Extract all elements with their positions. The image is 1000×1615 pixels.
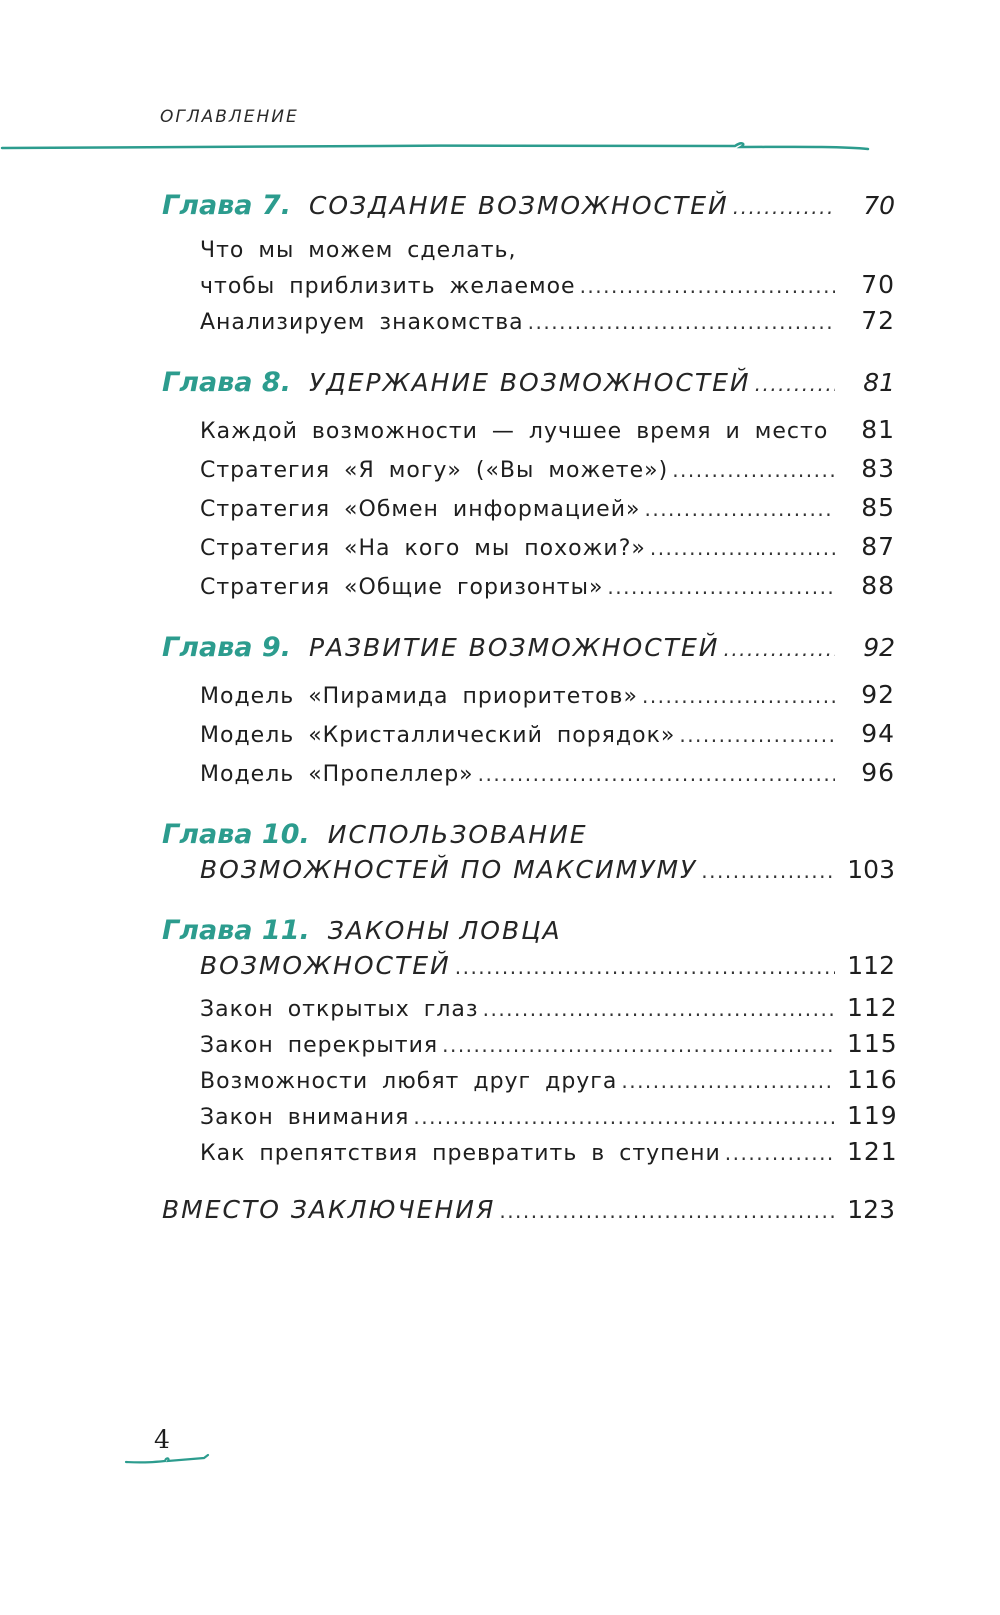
leader-dots (413, 1105, 835, 1129)
leader-dots (528, 310, 835, 334)
chapter-9 (162, 632, 895, 797)
toc-item-text: Стратегия «Общие горизонты» (200, 575, 604, 600)
leader-dots (499, 1199, 835, 1223)
toc-item-text: Стратегия «Обмен информацией» (200, 497, 641, 522)
chapter-title-line2: ВОЗМОЖНОСТЕЙ ПО МАКСИМУМУ (200, 855, 698, 884)
leader-dots (644, 497, 835, 521)
leader-dots (442, 1033, 835, 1057)
leader-dots (621, 1069, 835, 1093)
page-number: 88 (861, 571, 895, 600)
footer-rule (120, 1450, 220, 1470)
chapter-8 (162, 367, 895, 610)
chapter-title: СОЗДАНИЕ ВОЗМОЖНОСТЕЙ (308, 191, 729, 220)
toc-item[interactable] (200, 454, 895, 493)
chapter-10 (162, 819, 895, 893)
chapter-label: Глава 10. (162, 819, 310, 850)
page-number: 70 (861, 270, 895, 299)
chapter-title-line1: ЗАКОНЫ ЛОВЦА (327, 916, 562, 945)
toc-item-text: Каждой возможности — лучшее время и место (200, 419, 829, 444)
toc-item[interactable] (200, 993, 898, 1029)
page-number: 121 (847, 1137, 898, 1166)
chapter-heading[interactable] (162, 915, 895, 951)
toc-item-text: Закон внимания (200, 1105, 410, 1130)
chapter-heading-line2[interactable] (200, 855, 895, 893)
page-number: 94 (861, 719, 895, 748)
toc-item-line: Что мы можем сделать, (200, 238, 517, 263)
toc-item-text: Модель «Пропеллер» (200, 762, 474, 787)
page-number: 123 (847, 1195, 895, 1224)
page-number: 81 (861, 415, 895, 444)
toc-item-text: Закон перекрытия (200, 1033, 439, 1058)
toc-item-text: Стратегия «Я могу» («Вы можете») (200, 458, 669, 483)
toc-item[interactable] (200, 493, 895, 532)
leader-dots (478, 762, 835, 786)
page-number: 81 (863, 368, 895, 397)
chapter-heading[interactable] (162, 632, 895, 672)
chapter-title: УДЕРЖАНИЕ ВОЗМОЖНОСТЕЙ (308, 368, 751, 397)
toc-item-text: чтобы приблизить желаемое (200, 274, 576, 299)
toc-item[interactable] (200, 270, 895, 306)
toc-item[interactable] (200, 532, 895, 571)
leader-dots (679, 723, 835, 747)
header-rule (0, 138, 900, 162)
chapter-label: Глава 8. (162, 367, 291, 398)
page-number: 83 (861, 454, 895, 483)
toc-item[interactable] (200, 1137, 898, 1173)
toc-item-text: Анализируем знакомства (200, 310, 524, 335)
leader-dots (725, 1141, 835, 1165)
chapter-label: Глава 9. (162, 632, 291, 663)
page-number: 112 (847, 993, 898, 1022)
toc-item[interactable] (200, 680, 895, 719)
leader-dots (672, 458, 835, 482)
chapter-title-line1: ИСПОЛЬЗОВАНИЕ (327, 820, 588, 849)
page-number: 96 (861, 758, 895, 787)
leader-dots (650, 536, 835, 560)
closing-title: ВМЕСТО ЗАКЛЮЧЕНИЯ (162, 1195, 496, 1224)
chapter-label: Глава 11. (162, 915, 310, 946)
chapter-title: РАЗВИТИЕ ВОЗМОЖНОСТЕЙ (308, 633, 720, 662)
page-number: 85 (861, 493, 895, 522)
toc-item-text: Как препятствия превратить в ступени (200, 1141, 721, 1166)
page-number: 92 (863, 633, 895, 662)
chapter-title-line2: ВОЗМОЖНОСТЕЙ (200, 951, 451, 980)
toc-item[interactable] (200, 1029, 898, 1065)
page-number: 119 (847, 1101, 898, 1130)
toc-item[interactable] (200, 1101, 898, 1137)
leader-dots (755, 372, 835, 396)
chapter-heading[interactable] (162, 819, 895, 855)
leader-dots (733, 195, 835, 219)
chapter-label: Глава 7. (162, 190, 291, 221)
page-number: 92 (861, 680, 895, 709)
toc-item-text: Закон открытых глаз (200, 997, 479, 1022)
toc-item[interactable] (200, 1065, 898, 1101)
page-number: 112 (847, 951, 895, 980)
page-number: 115 (847, 1029, 898, 1058)
leader-dots (642, 684, 835, 708)
page-number: 72 (861, 306, 895, 335)
leader-dots (483, 997, 835, 1021)
toc-item[interactable] (200, 306, 895, 345)
leader-dots (455, 955, 835, 979)
toc-item-text: Модель «Пирамида приоритетов» (200, 684, 638, 709)
closing-entry[interactable] (162, 1195, 895, 1224)
leader-dots (607, 575, 835, 599)
toc-item[interactable] (200, 719, 895, 758)
page-number: 116 (847, 1065, 898, 1094)
page-number: 70 (863, 191, 895, 220)
leader-dots (580, 274, 835, 298)
page-number: 87 (861, 532, 895, 561)
toc-item-text: Модель «Кристаллический порядок» (200, 723, 676, 748)
chapter-7 (162, 190, 895, 345)
running-header: ОГЛАВЛЕНИЕ (160, 107, 299, 127)
leader-dots (723, 637, 835, 661)
chapter-heading[interactable] (162, 190, 895, 230)
toc-item[interactable] (200, 415, 895, 454)
table-of-contents (162, 190, 898, 1224)
page-number-footer: 4 (154, 1425, 170, 1454)
toc-item[interactable] (200, 571, 895, 610)
page-number: 103 (847, 855, 895, 884)
chapter-heading[interactable] (162, 367, 895, 407)
chapter-heading-line2[interactable] (200, 951, 895, 989)
toc-item-text: Возможности любят друг друга (200, 1069, 618, 1094)
toc-item[interactable] (200, 758, 895, 797)
toc-item-text: Стратегия «На кого мы похожи?» (200, 536, 646, 561)
chapter-11 (162, 915, 898, 1173)
leader-dots (701, 859, 835, 883)
